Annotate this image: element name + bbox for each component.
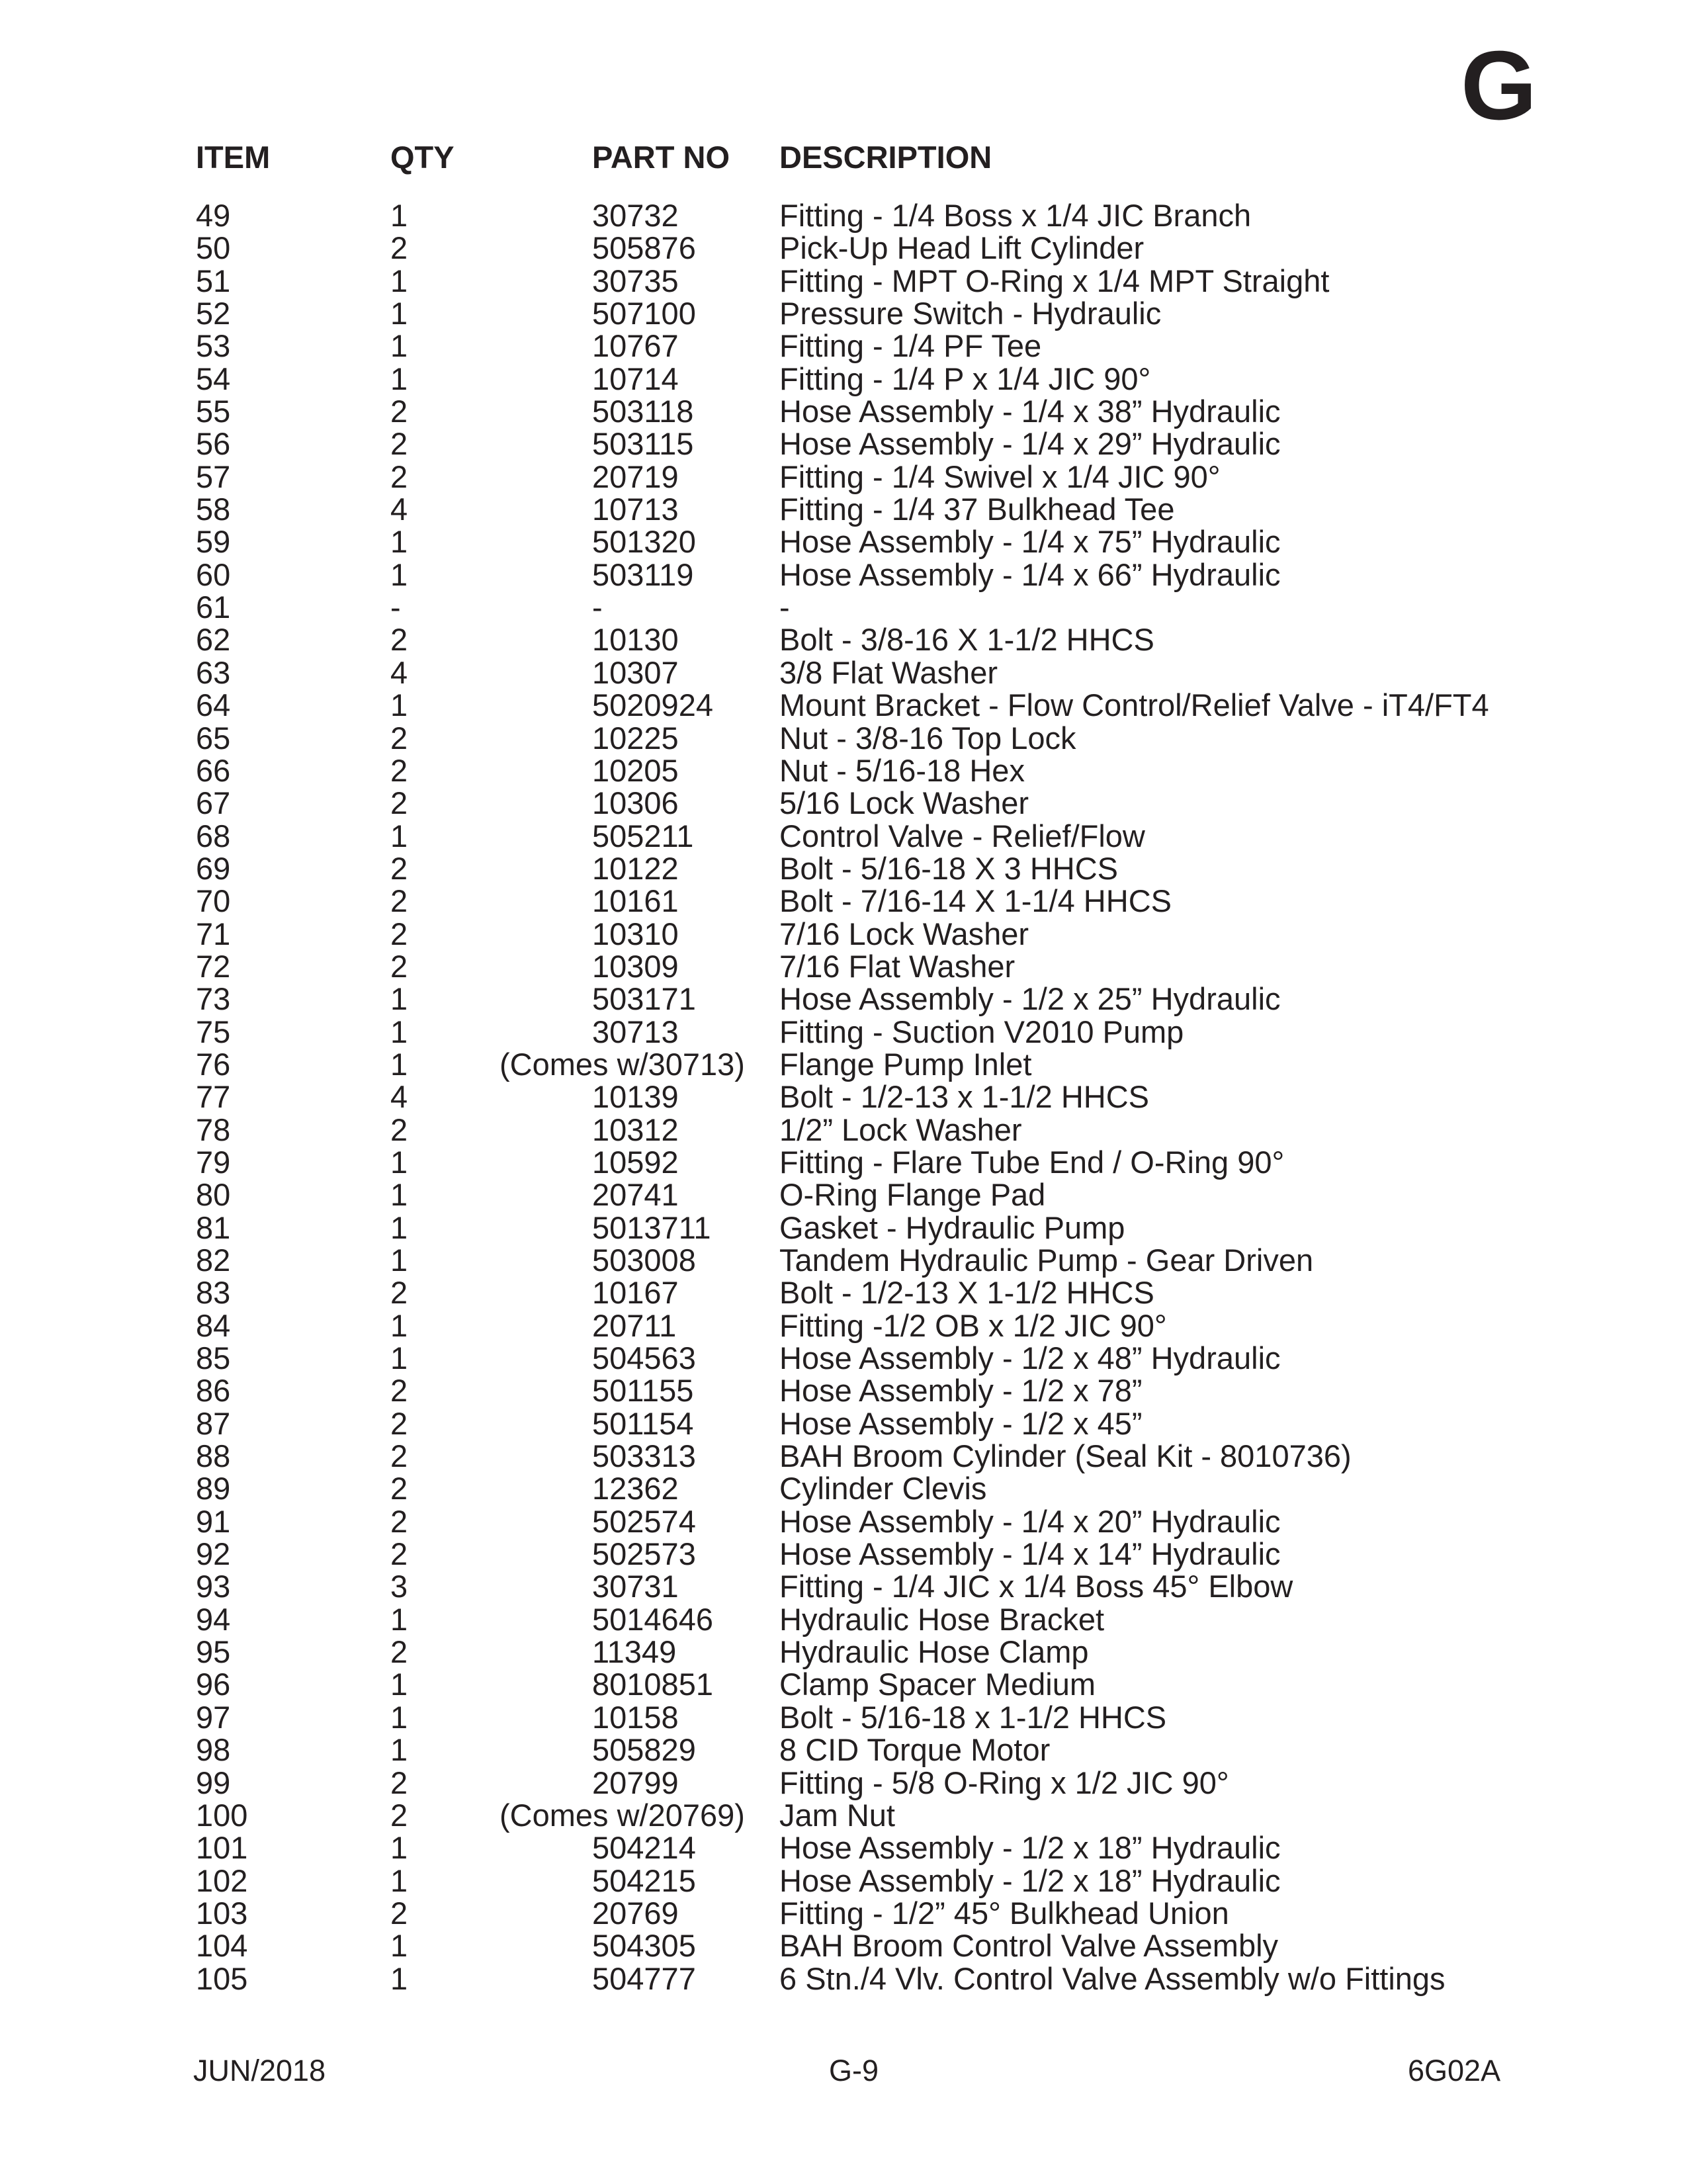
part-no-cell: 10767 <box>592 328 679 364</box>
item-cell: 79 <box>196 1144 231 1180</box>
part-no-cell: 30731 <box>592 1569 679 1604</box>
qty-cell: 1 <box>390 1732 408 1768</box>
item-cell: 102 <box>196 1862 248 1898</box>
qty-cell: 2 <box>390 752 408 788</box>
part-no-cell: 10122 <box>592 850 679 886</box>
table-row <box>0 820 1687 852</box>
part-no-cell: 8010851 <box>592 1667 713 1702</box>
item-cell: 93 <box>196 1569 231 1604</box>
description-cell: 8 CID Torque Motor <box>779 1732 1051 1768</box>
table-row <box>0 1538 1687 1570</box>
page-footer <box>0 2054 1687 2093</box>
part-no-cell: 5020924 <box>592 687 713 723</box>
qty-cell: 2 <box>390 622 408 658</box>
description-cell: Cylinder Clevis <box>779 1471 987 1507</box>
qty-cell: 2 <box>390 1797 408 1833</box>
qty-cell: 1 <box>390 1243 408 1278</box>
part-no-cell: 10225 <box>592 720 679 756</box>
part-no-cell: 10713 <box>592 492 679 527</box>
part-no-cell: - <box>592 590 603 625</box>
item-cell: 78 <box>196 1112 231 1147</box>
part-no-cell: 10167 <box>592 1275 679 1311</box>
table-row <box>0 460 1687 493</box>
item-cell: 82 <box>196 1243 231 1278</box>
qty-cell: 2 <box>390 1275 408 1311</box>
part-no-cell: 10161 <box>592 883 679 919</box>
table-row <box>0 1080 1687 1113</box>
description-cell: Hose Assembly - 1/4 x 66” Hydraulic <box>779 556 1281 592</box>
description-cell: 3/8 Flat Washer <box>779 654 998 690</box>
description-cell: BAH Broom Cylinder (Seal Kit - 8010736) <box>779 1438 1352 1474</box>
description-cell: Fitting - 1/4 Boss x 1/4 JIC Branch <box>779 198 1252 233</box>
part-no-cell: 5013711 <box>592 1209 711 1245</box>
part-no-cell: 5014646 <box>592 1601 713 1637</box>
qty-cell: 2 <box>390 1765 408 1800</box>
qty-cell: 1 <box>390 263 408 298</box>
qty-cell: 1 <box>390 361 408 396</box>
description-cell: Hose Assembly - 1/2 x 45” <box>779 1405 1143 1441</box>
part-no-cell: 503008 <box>592 1243 696 1278</box>
description-cell: 1/2” Lock Washer <box>779 1112 1022 1147</box>
header-part-no: PART NO <box>592 140 730 175</box>
qty-cell: 1 <box>390 981 408 1017</box>
table-row <box>0 1374 1687 1407</box>
table-row <box>0 297 1687 329</box>
description-cell: Hose Assembly - 1/4 x 20” Hydraulic <box>779 1503 1281 1539</box>
table-row <box>0 1701 1687 1733</box>
table-row <box>0 1962 1687 1995</box>
item-cell: 103 <box>196 1895 248 1931</box>
description-cell: Hose Assembly - 1/2 x 48” Hydraulic <box>779 1340 1281 1376</box>
item-cell: 105 <box>196 1960 248 1996</box>
item-cell: 67 <box>196 785 231 821</box>
item-cell: 97 <box>196 1699 231 1735</box>
part-no-cell: 502573 <box>592 1536 696 1572</box>
description-cell: Fitting - 1/4 37 Bulkhead Tee <box>779 492 1175 527</box>
qty-cell: 1 <box>390 1177 408 1213</box>
item-cell: 57 <box>196 459 231 494</box>
part-no-cell: 501155 <box>592 1373 694 1409</box>
table-row <box>0 265 1687 297</box>
description-cell: Bolt - 5/16-18 x 1-1/2 HHCS <box>779 1699 1167 1735</box>
description-cell: Hose Assembly - 1/2 x 18” Hydraulic <box>779 1830 1281 1866</box>
qty-cell: 1 <box>390 1830 408 1866</box>
description-cell: Pressure Switch - Hydraulic <box>779 296 1162 331</box>
qty-cell: 2 <box>390 720 408 756</box>
part-no-cell: 507100 <box>592 296 696 331</box>
table-row <box>0 1211 1687 1244</box>
qty-cell: 2 <box>390 1471 408 1507</box>
header-qty: QTY <box>390 140 454 175</box>
item-cell: 76 <box>196 1046 231 1082</box>
description-cell: O-Ring Flange Pad <box>779 1177 1046 1213</box>
table-row <box>0 427 1687 460</box>
item-cell: 60 <box>196 556 231 592</box>
table-row <box>0 623 1687 656</box>
table-row <box>0 885 1687 917</box>
table-row <box>0 918 1687 950</box>
item-cell: 58 <box>196 492 231 527</box>
part-no-cell: (Comes w/30713) <box>499 1046 745 1082</box>
item-cell: 85 <box>196 1340 231 1376</box>
part-no-cell: 10592 <box>592 1144 679 1180</box>
table-row <box>0 525 1687 558</box>
table-row <box>0 787 1687 819</box>
table-row <box>0 558 1687 591</box>
description-cell: Hydraulic Hose Bracket <box>779 1601 1105 1637</box>
table-row <box>0 1342 1687 1374</box>
item-cell: 62 <box>196 622 231 658</box>
part-no-cell: 20769 <box>592 1895 679 1931</box>
part-no-cell: 10130 <box>592 622 679 658</box>
table-header <box>0 139 1687 179</box>
part-no-cell: 505829 <box>592 1732 696 1768</box>
description-cell: Fitting -1/2 OB x 1/2 JIC 90° <box>779 1307 1167 1343</box>
item-cell: 70 <box>196 883 231 919</box>
description-cell: Hose Assembly - 1/4 x 38” Hydraulic <box>779 394 1281 429</box>
table-row <box>0 1897 1687 1929</box>
description-cell: Fitting - Flare Tube End / O-Ring 90° <box>779 1144 1285 1180</box>
table-row <box>0 1178 1687 1211</box>
part-no-cell: 502574 <box>592 1503 696 1539</box>
table-row <box>0 1767 1687 1799</box>
item-cell: 96 <box>196 1667 231 1702</box>
table-row <box>0 1864 1687 1897</box>
part-no-cell: 10714 <box>592 361 679 396</box>
part-no-cell: 30735 <box>592 263 679 298</box>
part-no-cell: 503119 <box>592 556 694 592</box>
description-cell: Control Valve - Relief/Flow <box>779 818 1145 853</box>
description-cell: BAH Broom Control Valve Assembly <box>779 1928 1279 1964</box>
part-no-cell: 12362 <box>592 1471 679 1507</box>
table-row <box>0 1472 1687 1505</box>
description-cell: Mount Bracket - Flow Control/Relief Valve - iT4/FT4 <box>779 687 1489 723</box>
description-cell: Bolt - 1/2-13 x 1-1/2 HHCS <box>779 1079 1149 1115</box>
part-no-cell: 10158 <box>592 1699 679 1735</box>
parts-table <box>0 199 1687 1995</box>
item-cell: 50 <box>196 230 231 266</box>
header-description: DESCRIPTION <box>779 140 992 175</box>
table-row <box>0 1505 1687 1538</box>
description-cell: Bolt - 7/16-14 X 1-1/4 HHCS <box>779 883 1172 919</box>
item-cell: 56 <box>196 426 231 462</box>
qty-cell: 2 <box>390 1405 408 1441</box>
table-row <box>0 1570 1687 1602</box>
qty-cell: 1 <box>390 296 408 331</box>
item-cell: 51 <box>196 263 231 298</box>
item-cell: 83 <box>196 1275 231 1311</box>
part-no-cell: 20711 <box>592 1307 677 1343</box>
item-cell: 69 <box>196 850 231 886</box>
qty-cell: 1 <box>390 328 408 364</box>
table-row <box>0 395 1687 427</box>
qty-cell: 1 <box>390 524 408 560</box>
item-cell: 77 <box>196 1079 231 1115</box>
qty-cell: 1 <box>390 556 408 592</box>
qty-cell: 2 <box>390 850 408 886</box>
table-row <box>0 199 1687 232</box>
qty-cell: 2 <box>390 1536 408 1572</box>
table-row <box>0 656 1687 689</box>
description-cell: Flange Pump Inlet <box>779 1046 1032 1082</box>
item-cell: 89 <box>196 1471 231 1507</box>
item-cell: 49 <box>196 198 231 233</box>
description-cell: Hose Assembly - 1/4 x 75” Hydraulic <box>779 524 1281 560</box>
table-row <box>0 591 1687 623</box>
part-no-cell: 10139 <box>592 1079 679 1115</box>
qty-cell: 4 <box>390 654 408 690</box>
qty-cell: 1 <box>390 1340 408 1376</box>
table-row <box>0 1244 1687 1276</box>
item-cell: 65 <box>196 720 231 756</box>
footer-page-number: G-9 <box>829 2054 879 2087</box>
qty-cell: 1 <box>390 1144 408 1180</box>
table-row <box>0 754 1687 787</box>
header-item: ITEM <box>196 140 271 175</box>
item-cell: 87 <box>196 1405 231 1441</box>
item-cell: 63 <box>196 654 231 690</box>
description-cell: Fitting - 1/2” 45° Bulkhead Union <box>779 1895 1229 1931</box>
item-cell: 64 <box>196 687 231 723</box>
part-no-cell: 20719 <box>592 459 679 494</box>
description-cell: 6 Stn./4 Vlv. Control Valve Assembly w/o Fittings <box>779 1960 1446 1996</box>
item-cell: 59 <box>196 524 231 560</box>
table-row <box>0 1733 1687 1766</box>
description-cell: Nut - 3/8-16 Top Lock <box>779 720 1076 756</box>
item-cell: 81 <box>196 1209 231 1245</box>
description-cell: Jam Nut <box>779 1797 895 1833</box>
qty-cell: 2 <box>390 1373 408 1409</box>
footer-doc-code: 6G02A <box>1408 2054 1501 2087</box>
part-no-cell: 30713 <box>592 1014 679 1049</box>
qty-cell: 2 <box>390 426 408 462</box>
item-cell: 95 <box>196 1634 231 1670</box>
item-cell: 75 <box>196 1014 231 1049</box>
qty-cell: 1 <box>390 1928 408 1964</box>
qty-cell: 1 <box>390 1209 408 1245</box>
qty-cell: 4 <box>390 492 408 527</box>
qty-cell: 2 <box>390 883 408 919</box>
item-cell: 94 <box>196 1601 231 1637</box>
part-no-cell: 503115 <box>592 426 694 462</box>
item-cell: 66 <box>196 752 231 788</box>
part-no-cell: 505876 <box>592 230 696 266</box>
part-no-cell: 504305 <box>592 1928 696 1964</box>
qty-cell: 2 <box>390 1503 408 1539</box>
item-cell: 99 <box>196 1765 231 1800</box>
item-cell: 98 <box>196 1732 231 1768</box>
qty-cell: 2 <box>390 1438 408 1474</box>
part-no-cell: 30732 <box>592 198 679 233</box>
table-row <box>0 1276 1687 1309</box>
table-row <box>0 1016 1687 1048</box>
part-no-cell: 503171 <box>592 981 696 1017</box>
part-no-cell: 504214 <box>592 1830 696 1866</box>
qty-cell: 1 <box>390 1014 408 1049</box>
part-no-cell: 20741 <box>592 1177 679 1213</box>
table-row <box>0 983 1687 1015</box>
table-row <box>0 232 1687 264</box>
table-row <box>0 1603 1687 1636</box>
part-no-cell: 10307 <box>592 654 679 690</box>
table-row <box>0 329 1687 362</box>
part-no-cell: 505211 <box>592 818 694 853</box>
description-cell: Bolt - 3/8-16 X 1-1/2 HHCS <box>779 622 1154 658</box>
item-cell: 52 <box>196 296 231 331</box>
table-row <box>0 1146 1687 1178</box>
description-cell: Pick-Up Head Lift Cylinder <box>779 230 1145 266</box>
qty-cell: 4 <box>390 1079 408 1115</box>
qty-cell: 1 <box>390 818 408 853</box>
qty-cell: 2 <box>390 1634 408 1670</box>
item-cell: 55 <box>196 394 231 429</box>
part-no-cell: 504563 <box>592 1340 696 1376</box>
table-row <box>0 1114 1687 1146</box>
part-no-cell: 503118 <box>592 394 694 429</box>
part-no-cell: 504777 <box>592 1960 696 1996</box>
qty-cell: 1 <box>390 1307 408 1343</box>
qty-cell: 1 <box>390 1862 408 1898</box>
part-no-cell: 20799 <box>592 1765 679 1800</box>
part-no-cell: 503313 <box>592 1438 696 1474</box>
description-cell: - <box>779 590 790 625</box>
part-no-cell: 504215 <box>592 1862 696 1898</box>
description-cell: Hose Assembly - 1/2 x 25” Hydraulic <box>779 981 1281 1017</box>
qty-cell: 1 <box>390 1046 408 1082</box>
qty-cell: 3 <box>390 1569 408 1604</box>
table-row <box>0 852 1687 885</box>
footer-date: JUN/2018 <box>193 2054 326 2087</box>
qty-cell: 1 <box>390 687 408 723</box>
item-cell: 84 <box>196 1307 231 1343</box>
part-no-cell: 10312 <box>592 1112 679 1147</box>
table-row <box>0 493 1687 525</box>
description-cell: 5/16 Lock Washer <box>779 785 1029 821</box>
description-cell: Fitting - Suction V2010 Pump <box>779 1014 1184 1049</box>
description-cell: Tandem Hydraulic Pump - Gear Driven <box>779 1243 1314 1278</box>
item-cell: 92 <box>196 1536 231 1572</box>
description-cell: Hose Assembly - 1/4 x 29” Hydraulic <box>779 426 1281 462</box>
table-row <box>0 1929 1687 1962</box>
qty-cell: 1 <box>390 1601 408 1637</box>
description-cell: Clamp Spacer Medium <box>779 1667 1096 1702</box>
description-cell: Hose Assembly - 1/4 x 14” Hydraulic <box>779 1536 1281 1572</box>
item-cell: 80 <box>196 1177 231 1213</box>
item-cell: 72 <box>196 948 231 984</box>
description-cell: Hydraulic Hose Clamp <box>779 1634 1089 1670</box>
section-letter: G <box>1461 31 1537 140</box>
table-row <box>0 1440 1687 1472</box>
qty-cell: 1 <box>390 1960 408 1996</box>
item-cell: 91 <box>196 1503 231 1539</box>
item-cell: 53 <box>196 328 231 364</box>
description-cell: Fitting - 1/4 JIC x 1/4 Boss 45° Elbow <box>779 1569 1293 1604</box>
description-cell: Nut - 5/16-18 Hex <box>779 752 1025 788</box>
table-row <box>0 1048 1687 1080</box>
part-no-cell: 11349 <box>592 1634 677 1670</box>
table-row <box>0 950 1687 983</box>
part-no-cell: 501154 <box>592 1405 694 1441</box>
description-cell: Bolt - 1/2-13 X 1-1/2 HHCS <box>779 1275 1154 1311</box>
part-no-cell: 10310 <box>592 916 679 951</box>
table-row <box>0 1636 1687 1668</box>
qty-cell: 2 <box>390 948 408 984</box>
item-cell: 100 <box>196 1797 248 1833</box>
item-cell: 88 <box>196 1438 231 1474</box>
item-cell: 54 <box>196 361 231 396</box>
part-no-cell: (Comes w/20769) <box>499 1797 745 1833</box>
table-row <box>0 1831 1687 1864</box>
item-cell: 73 <box>196 981 231 1017</box>
table-row <box>0 1309 1687 1342</box>
item-cell: 71 <box>196 916 231 951</box>
description-cell: Fitting - 1/4 P x 1/4 JIC 90° <box>779 361 1151 396</box>
qty-cell: 2 <box>390 394 408 429</box>
description-cell: Fitting - MPT O-Ring x 1/4 MPT Straight <box>779 263 1330 298</box>
qty-cell: 2 <box>390 916 408 951</box>
description-cell: Fitting - 1/4 PF Tee <box>779 328 1042 364</box>
item-cell: 68 <box>196 818 231 853</box>
part-no-cell: 10205 <box>592 752 679 788</box>
qty-cell: - <box>390 590 401 625</box>
description-cell: Fitting - 1/4 Swivel x 1/4 JIC 90° <box>779 459 1221 494</box>
qty-cell: 1 <box>390 198 408 233</box>
qty-cell: 1 <box>390 1667 408 1702</box>
part-no-cell: 10306 <box>592 785 679 821</box>
description-cell: Fitting - 5/8 O-Ring x 1/2 JIC 90° <box>779 1765 1229 1800</box>
description-cell: 7/16 Flat Washer <box>779 948 1016 984</box>
part-no-cell: 501320 <box>592 524 696 560</box>
table-row <box>0 1799 1687 1831</box>
qty-cell: 1 <box>390 1699 408 1735</box>
description-cell: Bolt - 5/16-18 X 3 HHCS <box>779 850 1118 886</box>
table-row <box>0 1407 1687 1440</box>
qty-cell: 2 <box>390 1112 408 1147</box>
description-cell: Hose Assembly - 1/2 x 18” Hydraulic <box>779 1862 1281 1898</box>
item-cell: 86 <box>196 1373 231 1409</box>
table-row <box>0 689 1687 721</box>
item-cell: 61 <box>196 590 231 625</box>
part-no-cell: 10309 <box>592 948 679 984</box>
item-cell: 101 <box>196 1830 248 1866</box>
description-cell: Gasket - Hydraulic Pump <box>779 1209 1125 1245</box>
table-row <box>0 1668 1687 1700</box>
qty-cell: 2 <box>390 1895 408 1931</box>
qty-cell: 2 <box>390 230 408 266</box>
item-cell: 104 <box>196 1928 248 1964</box>
table-row <box>0 363 1687 395</box>
description-cell: Hose Assembly - 1/2 x 78” <box>779 1373 1143 1409</box>
description-cell: 7/16 Lock Washer <box>779 916 1029 951</box>
qty-cell: 2 <box>390 459 408 494</box>
table-row <box>0 722 1687 754</box>
qty-cell: 2 <box>390 785 408 821</box>
